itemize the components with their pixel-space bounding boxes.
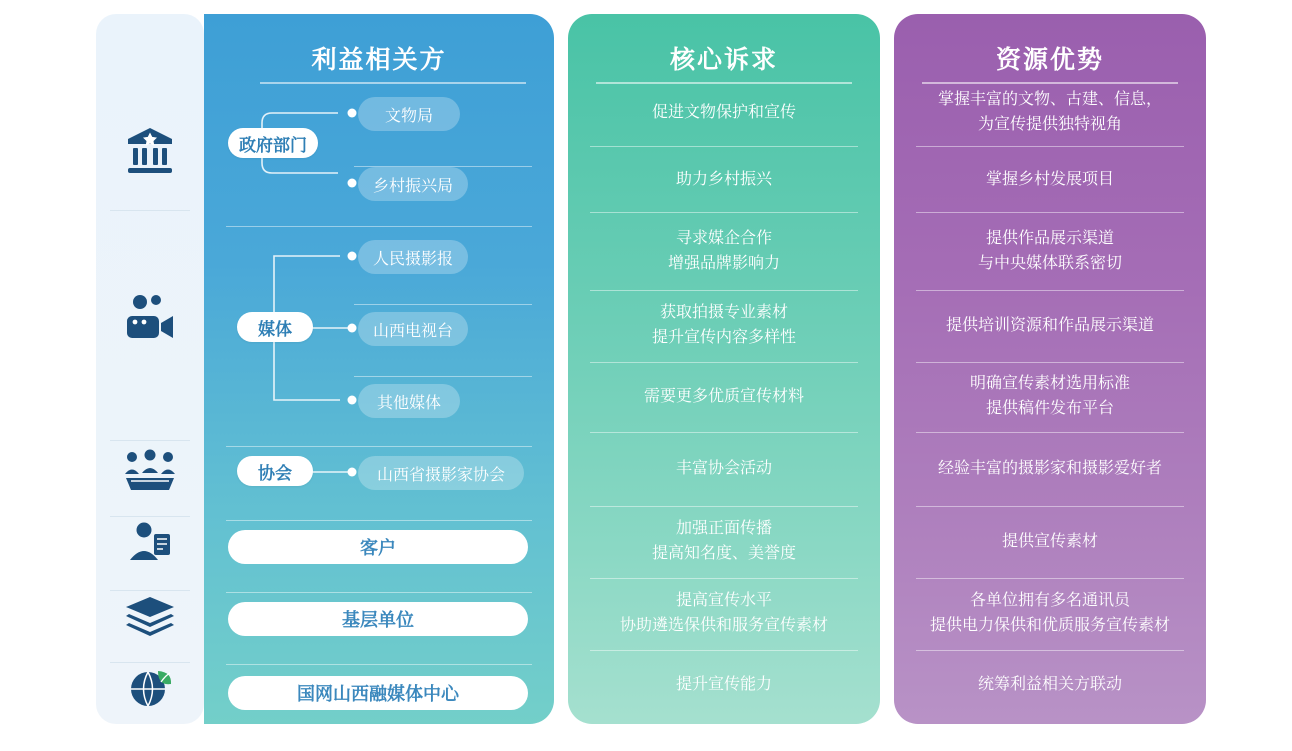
- stakeholder-pill-xiangcun[interactable]: [358, 167, 468, 201]
- government-building-icon: [96, 104, 204, 196]
- stakeholder-label: 客户: [360, 538, 396, 558]
- stakeholder-label: 文物局: [384, 107, 433, 125]
- resource-cell-8: [904, 650, 1196, 720]
- stakeholder-pill-wenwuju[interactable]: [358, 97, 460, 131]
- demand-line: 协助遴选保供和服务宣传素材: [619, 617, 828, 634]
- demand-cell-5: [578, 432, 870, 506]
- resource-column-title: 资源优势: [995, 46, 1104, 74]
- resource-cell-3: [904, 290, 1196, 362]
- stakeholder-column-title: 利益相关方: [311, 46, 447, 74]
- group-label: 协会: [258, 463, 292, 483]
- resource-line: 与中央媒体联系密切: [977, 255, 1122, 272]
- resource-line: 提供宣传素材: [1001, 532, 1098, 550]
- demand-cell-1: [578, 148, 870, 212]
- demand-line: 加强正面传播: [675, 520, 772, 538]
- demand-line: 提高宣传水平: [675, 592, 772, 610]
- demand-cell-0: [578, 80, 870, 146]
- association-people-icon: [96, 440, 204, 502]
- resource-cell-2: [904, 214, 1196, 290]
- demand-cell-7: [578, 578, 870, 650]
- demand-cell-6: [578, 506, 870, 578]
- demand-line: 增强品牌影响力: [667, 255, 780, 272]
- stakeholder-label: 基层单位: [342, 610, 414, 630]
- stakeholder-pill-sheyingjia[interactable]: [358, 456, 524, 490]
- stakeholder-label: 其他媒体: [376, 394, 441, 412]
- resource-line: 为宣传提供独特视角: [977, 116, 1122, 133]
- group-pill-government[interactable]: [228, 128, 318, 158]
- resource-line: 提供作品展示渠道: [985, 230, 1114, 248]
- group-pill-association[interactable]: [237, 456, 313, 486]
- demand-line: 提高知名度、美誉度: [651, 545, 796, 562]
- stakeholder-label: 山西省摄影家协会: [376, 466, 505, 484]
- resource-line: 统筹利益相关方联动: [977, 675, 1122, 693]
- resource-line: 掌握丰富的文物、古建、信息，: [937, 91, 1162, 109]
- demand-line: 提升宣传内容多样性: [651, 329, 796, 346]
- group-label: 媒体: [258, 319, 292, 339]
- resource-cell-7: [904, 578, 1196, 650]
- stakeholder-pill-renmin[interactable]: [358, 240, 468, 274]
- stakeholder-pill-qitameiti[interactable]: [358, 384, 460, 418]
- resource-line: 提供稿件发布平台: [985, 400, 1114, 417]
- stakeholder-label: 山西电视台: [372, 322, 453, 340]
- resource-line: 提供培训资源和作品展示渠道: [945, 316, 1154, 334]
- globe-leaf-icon: [96, 658, 204, 720]
- demand-cell-3: [578, 290, 870, 362]
- resource-line: 明确宣传素材选用标准: [969, 375, 1130, 393]
- demand-line: 提升宣传能力: [675, 675, 772, 693]
- stakeholder-pill-shanxitv[interactable]: [358, 312, 468, 346]
- demand-line: 寻求媒企合作: [675, 230, 772, 248]
- demand-line: 需要更多优质宣传材料: [643, 387, 804, 405]
- demand-column-title: 核心诉求: [669, 46, 778, 74]
- title-divider: [260, 82, 526, 84]
- resource-cell-0: [904, 80, 1196, 146]
- demand-cell-4: [578, 362, 870, 432]
- demand-line: 丰富协会活动: [675, 459, 772, 477]
- layers-stack-icon: [96, 586, 204, 648]
- stakeholder-pill-rongmeiti[interactable]: [228, 676, 528, 710]
- resource-line: 掌握乡村发展项目: [985, 170, 1114, 188]
- demand-line: 促进文物保护和宣传: [651, 103, 796, 121]
- stakeholder-label: 人民摄影报: [372, 250, 453, 268]
- customer-person-icon: [96, 512, 204, 574]
- resource-line: 经验丰富的摄影家和摄影爱好者: [937, 459, 1162, 477]
- demand-cell-2: [578, 214, 870, 290]
- stakeholder-label: 乡村振兴局: [372, 177, 453, 195]
- resource-cell-5: [904, 432, 1196, 506]
- stakeholder-pill-jicengdanwei[interactable]: [228, 602, 528, 636]
- resource-cell-4: [904, 362, 1196, 432]
- stakeholder-label: 国网山西融媒体中心: [297, 684, 459, 704]
- resource-cell-1: [904, 148, 1196, 212]
- video-camera-icon: [96, 270, 204, 366]
- stakeholder-pill-kehu[interactable]: [228, 530, 528, 564]
- resource-line: 各单位拥有多名通讯员: [969, 592, 1130, 610]
- group-pill-media[interactable]: [237, 312, 313, 342]
- demand-cell-8: [578, 650, 870, 720]
- demand-line: 获取拍摄专业素材: [659, 304, 788, 322]
- resource-cell-6: [904, 506, 1196, 578]
- group-label: 政府部门: [239, 135, 307, 155]
- demand-line: 助力乡村振兴: [675, 170, 772, 188]
- resource-line: 提供电力保供和优质服务宣传素材: [929, 617, 1170, 634]
